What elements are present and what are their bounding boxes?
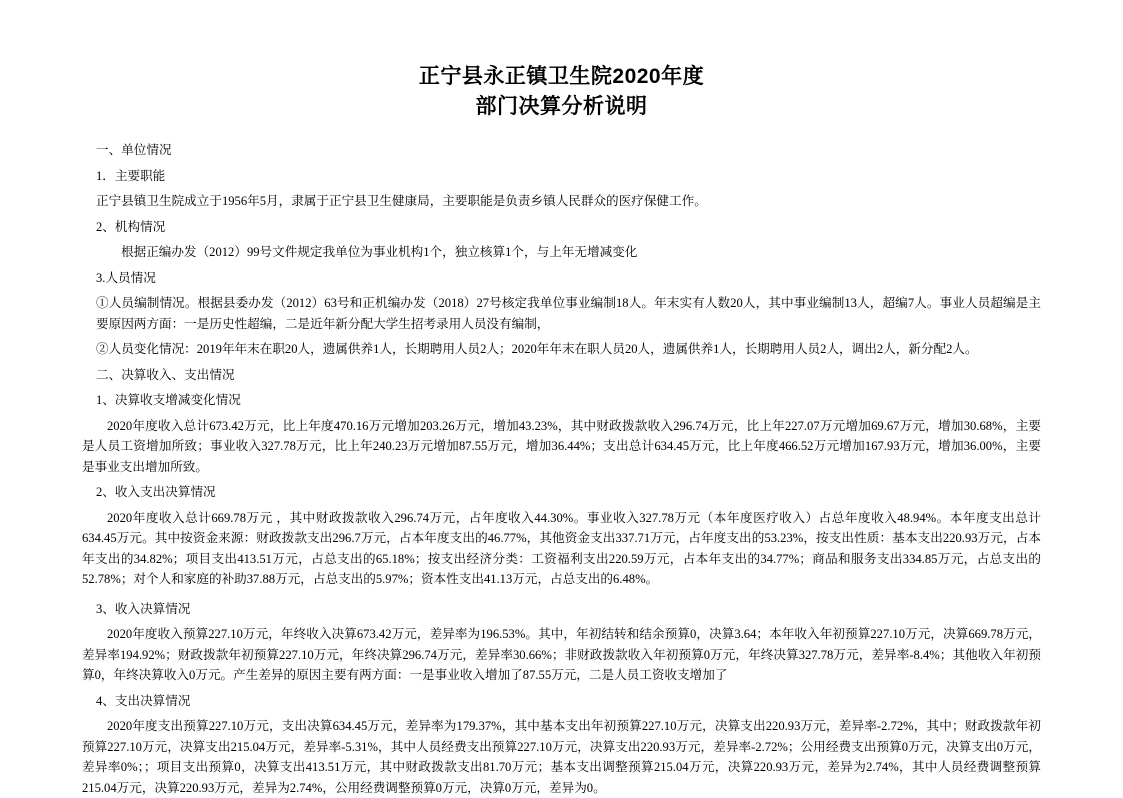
section1-item-7: ②人员变化情况：2019年年末在职20人，遗属供养1人，长期聘用人员2人；2020年年末在职人员20人，遗属供养1人，长期聘用人员2人，调出2人，新分配2人。 <box>96 342 978 356</box>
section1-item-3: 2、机构情况 <box>96 219 166 234</box>
title-line-2: 部门决算分析说明 <box>475 95 648 118</box>
section2-para-3: 2020年度收入预算227.10万元，年终收入决算673.42万元，差异率为196.53%。其中，年初结转和结余预算0，决算3.64；本年收入年初预算227.10万元，决算669.78万元，差异率194.92%；财政拨款年初预算227.10万元，年终决算296.74万元，差异率30.66%；非财政拨款收入年初预算0万元，年终决算327.78万元，差异率-8.4%；其他收入年初预算0，年终决算收入0万元。产生差异的原因主要有两方面：一是事业收入增加了87.55万元，二是人员工资收支增加了 <box>82 627 1041 682</box>
section-heading-1: 一、单位情况 <box>96 143 172 157</box>
title-line-1: 正宁县永正镇卫生院2020年度 <box>418 65 705 88</box>
section2-item-2: 2、收入支出决算情况 <box>96 485 216 499</box>
section2-para-1: 2020年度收入总计673.42万元，比上年度470.16万元增加203.26万元，增加43.23%，其中财政拨款收入296.74万元，比上年227.07万元增加69.67万元，增加30.68%，主要是人员工资增加所致；事业收入327.78万元，比上年240.23万元增加87.55万元，增加36.44%；支出总计634.45万元，比上年度466.52万元增加167.93万元，增加36.00%，主要是事业支出增加所致。 <box>82 418 1041 474</box>
section2-para-2: 2020年度收入总计669.78万元 ，其中财政拨款收入296.74万元，占年度收入44.30%。事业收入327.78万元（本年度医疗收入）占总年度收入48.94%。本年度支出总计634.45万元。其中按资金来源：财政拨款支出296.7万元，占本年度支出的46.77%，其他资金支出337.71万元，占年度支出的53.23%，按支出性质：基本支出220.93万元，占本年支出的34.82%；项目支出413.51万元，占总支出的65.18%；按支出经济分类：工资福利支出220.59万元，占本年支出的34.77%；商品和服务支出334.85万元，占总支出的52.78%；对个人和家庭的补助37.88万元，占总支出的5.97%；资本性支出41.13万元，占总支出的6.48%。 <box>82 510 1041 586</box>
section2-item-4: 4、支出决算情况 <box>96 693 191 708</box>
section-heading-2: 二、决算收入、支出情况 <box>96 367 235 382</box>
page-title <box>82 62 1041 122</box>
section1-item-1: 1．主要职能 <box>96 168 166 183</box>
section1-item-5: 3.人员情况 <box>96 270 156 285</box>
section1-item-2: 正宁县镇卫生院成立于1956年5月，隶属于正宁县卫生健康局，主要职能是负责乡镇人民群众的医疗保健工作。 <box>96 194 707 208</box>
section2-item-3: 3、收入决算情况 <box>96 601 191 616</box>
section2-para-4: 2020年度支出预算227.10万元，支出决算634.45万元，差异率为179.37%，其中基本支出年初预算227.10万元，决算支出220.93万元，差异率-2.72%，其中；财政拨款年初预算227.10万元，决算支出215.04万元，差异率-5.31%，其中人员经费支出预算227.10万元，决算支出220.93万元，差异率-2.72%；公用经费支出预算0万元，决算支出0万元，差异率0%；；项目支出预算0，决算支出413.51万元，其中财政拨款支出81.70万元；基本支出调整预算215.04万元，决算220.93万元，差异为2.74%，其中人员经费调整预算215.04万元，决算220.93万元，差异为2.74%，公用经费调整预算0万元，决算0万元，差异为0。 <box>82 719 1041 795</box>
section2-item-1: 1、决算收支增减变化情况 <box>96 393 241 407</box>
section1-item-4: 根据正编办发（2012）99号文件规定我单位为事业机构1个，独立核算1个，与上年无增减变化 <box>121 245 638 259</box>
document-body <box>82 140 1041 798</box>
section1-item-6: ①人员编制情况。根据县委办发（2012）63号和正机编办发（2018）27号核定我单位事业编制18人。年末实有人数20人，其中事业编制13人，超编7人。事业人员超编是主要原因两方面：一是历史性超编，二是近年新分配大学生招考录用人员没有编制， <box>96 296 1042 331</box>
